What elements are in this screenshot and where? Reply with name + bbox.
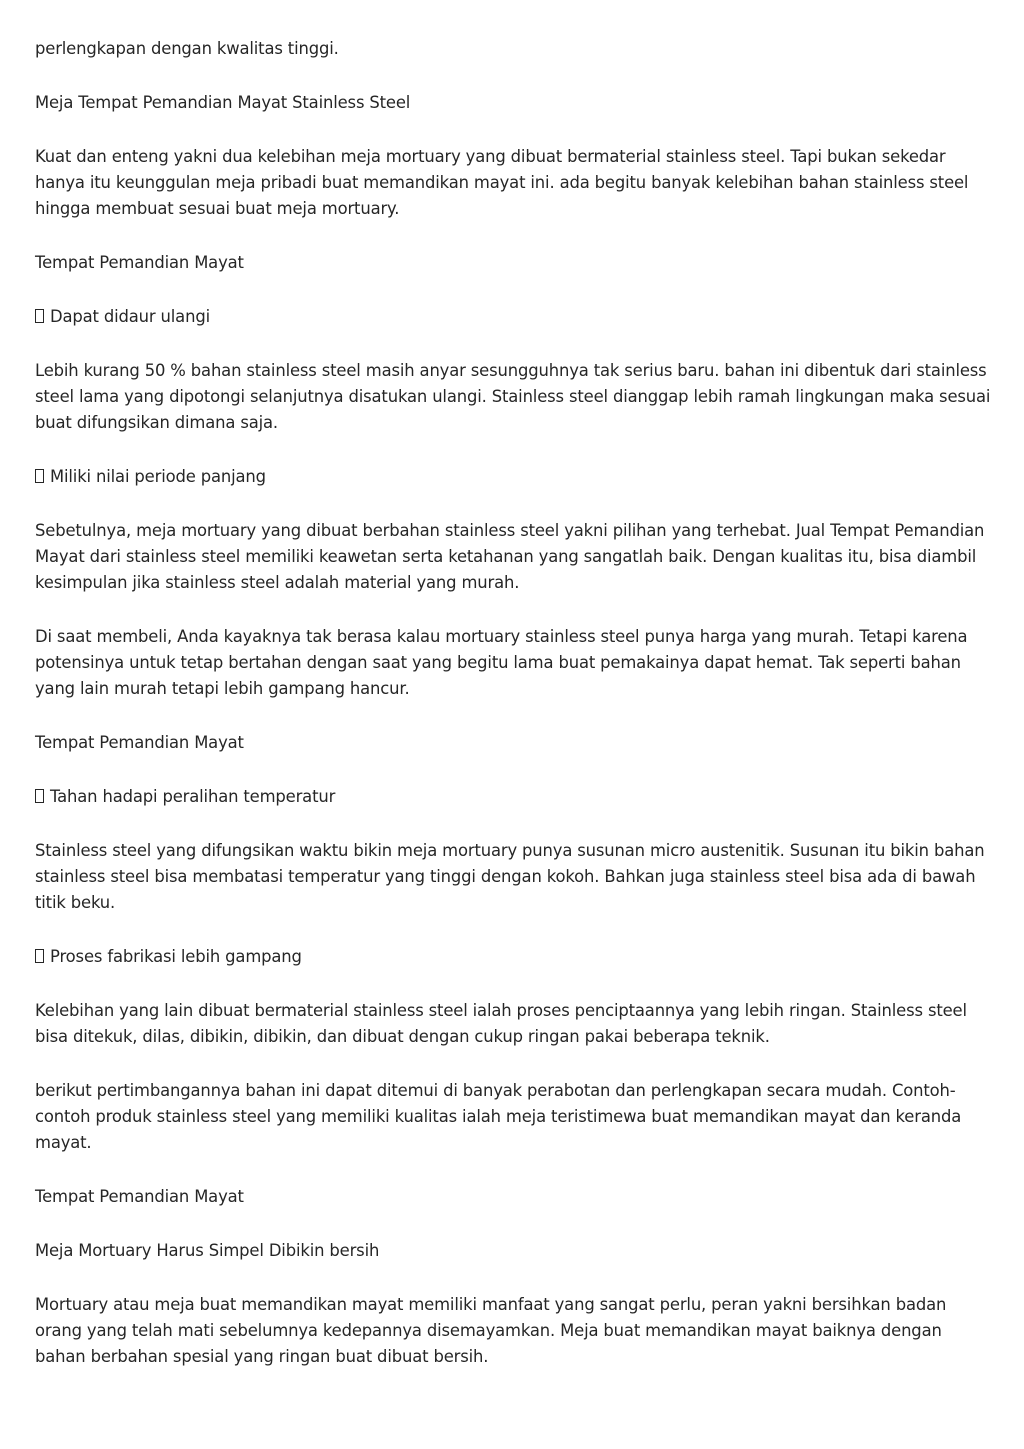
paragraph-text: Kelebihan yang lain dibuat bermaterial stainless steel ialah proses penciptaannya yang lebih ringan. Stainless steel bisa ditekuk, dilas, dibikin, dibikin, dan dibuat dengan cukup ringan pakai beberapa teknik. (35, 1001, 967, 1046)
bullet-item (35, 784, 995, 810)
paragraph-text: Lebih kurang 50 % bahan stainless steel masih anyar sesungguhnya tak serius baru. bahan ini dibentuk dari stainless steel lama yang dipotongi selanjutnya disatukan ulangi. Stainless steel dianggap lebih ramah lingkungan maka sesuai buat difungsikan dimana saja. (35, 361, 991, 432)
bullet-item (35, 464, 995, 490)
document-body (35, 36, 995, 1398)
section-heading (35, 730, 995, 756)
paragraph-text: Di saat membeli, Anda kayaknya tak berasa kalau mortuary stainless steel punya harga yang murah. Tetapi karena potensinya untuk tetap bertahan dengan saat yang begitu lama buat pemakainya dapat hemat. Tak seperti bahan yang lain murah tetapi lebih gampang hancur. (35, 627, 968, 698)
paragraph-text: Kuat dan enteng yakni dua kelebihan meja mortuary yang dibuat bermaterial stainless steel. Tapi bukan sekedar hanya itu keunggulan meja pribadi buat memandikan mayat ini. ada begitu banyak kelebihan bahan stainless steel hingga membuat sesuai buat meja mortuary. (35, 147, 969, 218)
paragraph-text: Tempat Pemandian Mayat (35, 1187, 244, 1206)
paragraph (35, 1078, 995, 1156)
section-heading (35, 90, 995, 116)
paragraph-text: Meja Mortuary Harus Simpel Dibikin bersih (35, 1241, 380, 1260)
paragraph-text: Sebetulnya, meja mortuary yang dibuat berbahan stainless steel yakni pilihan yang terhebat. Jual Tempat Pemandian Mayat dari stainless steel memiliki keawetan serta ketahanan yang sangatlah baik. Dengan kualitas itu, bisa diambil kesimpulan jika stainless steel adalah material yang murah. (35, 521, 985, 592)
bullet-text: Miliki nilai periode panjang (50, 467, 266, 486)
section-heading (35, 250, 995, 276)
paragraph-text: Stainless steel yang difungsikan waktu bikin meja mortuary punya susunan micro austenitik. Susunan itu bikin bahan stainless steel bisa membatasi temperatur yang tinggi dengan kokoh. Bahkan juga stainless steel bisa ada di bawah titik beku. (35, 841, 985, 912)
missing-glyph-box-icon (35, 309, 44, 323)
paragraph-text: Tempat Pemandian Mayat (35, 253, 244, 272)
paragraph (35, 624, 995, 702)
bullet-text: Dapat didaur ulangi (50, 307, 210, 326)
paragraph-text: perlengkapan dengan kwalitas tinggi. (35, 39, 339, 58)
paragraph (35, 838, 995, 916)
bullet-item (35, 304, 995, 330)
bullet-item (35, 944, 995, 970)
bullet-text: Proses fabrikasi lebih gampang (50, 947, 302, 966)
paragraph (35, 358, 995, 436)
section-heading (35, 1184, 995, 1210)
paragraph-text: berikut pertimbangannya bahan ini dapat ditemui di banyak perabotan dan perlengkapan secara mudah. Contoh-contoh produk stainless steel yang memiliki kualitas ialah meja teristimewa buat memandikan mayat dan keranda mayat. (35, 1081, 962, 1152)
section-heading (35, 1238, 995, 1264)
paragraph (35, 518, 995, 596)
missing-glyph-box-icon (35, 789, 44, 803)
paragraph (35, 36, 995, 62)
paragraph-text: Mortuary atau meja buat memandikan mayat memiliki manfaat yang sangat perlu, peran yakni bersihkan badan orang yang telah mati sebelumnya kedepannya disemayamkan. Meja buat memandikan mayat baiknya dengan bahan berbahan spesial yang ringan buat dibuat bersih. (35, 1295, 947, 1366)
missing-glyph-box-icon (35, 469, 44, 483)
paragraph (35, 1292, 995, 1370)
paragraph-text: Tempat Pemandian Mayat (35, 733, 244, 752)
bullet-text: Tahan hadapi peralihan temperatur (50, 787, 336, 806)
paragraph (35, 998, 995, 1050)
missing-glyph-box-icon (35, 949, 44, 963)
paragraph (35, 144, 995, 222)
paragraph-text: Meja Tempat Pemandian Mayat Stainless Steel (35, 93, 411, 112)
